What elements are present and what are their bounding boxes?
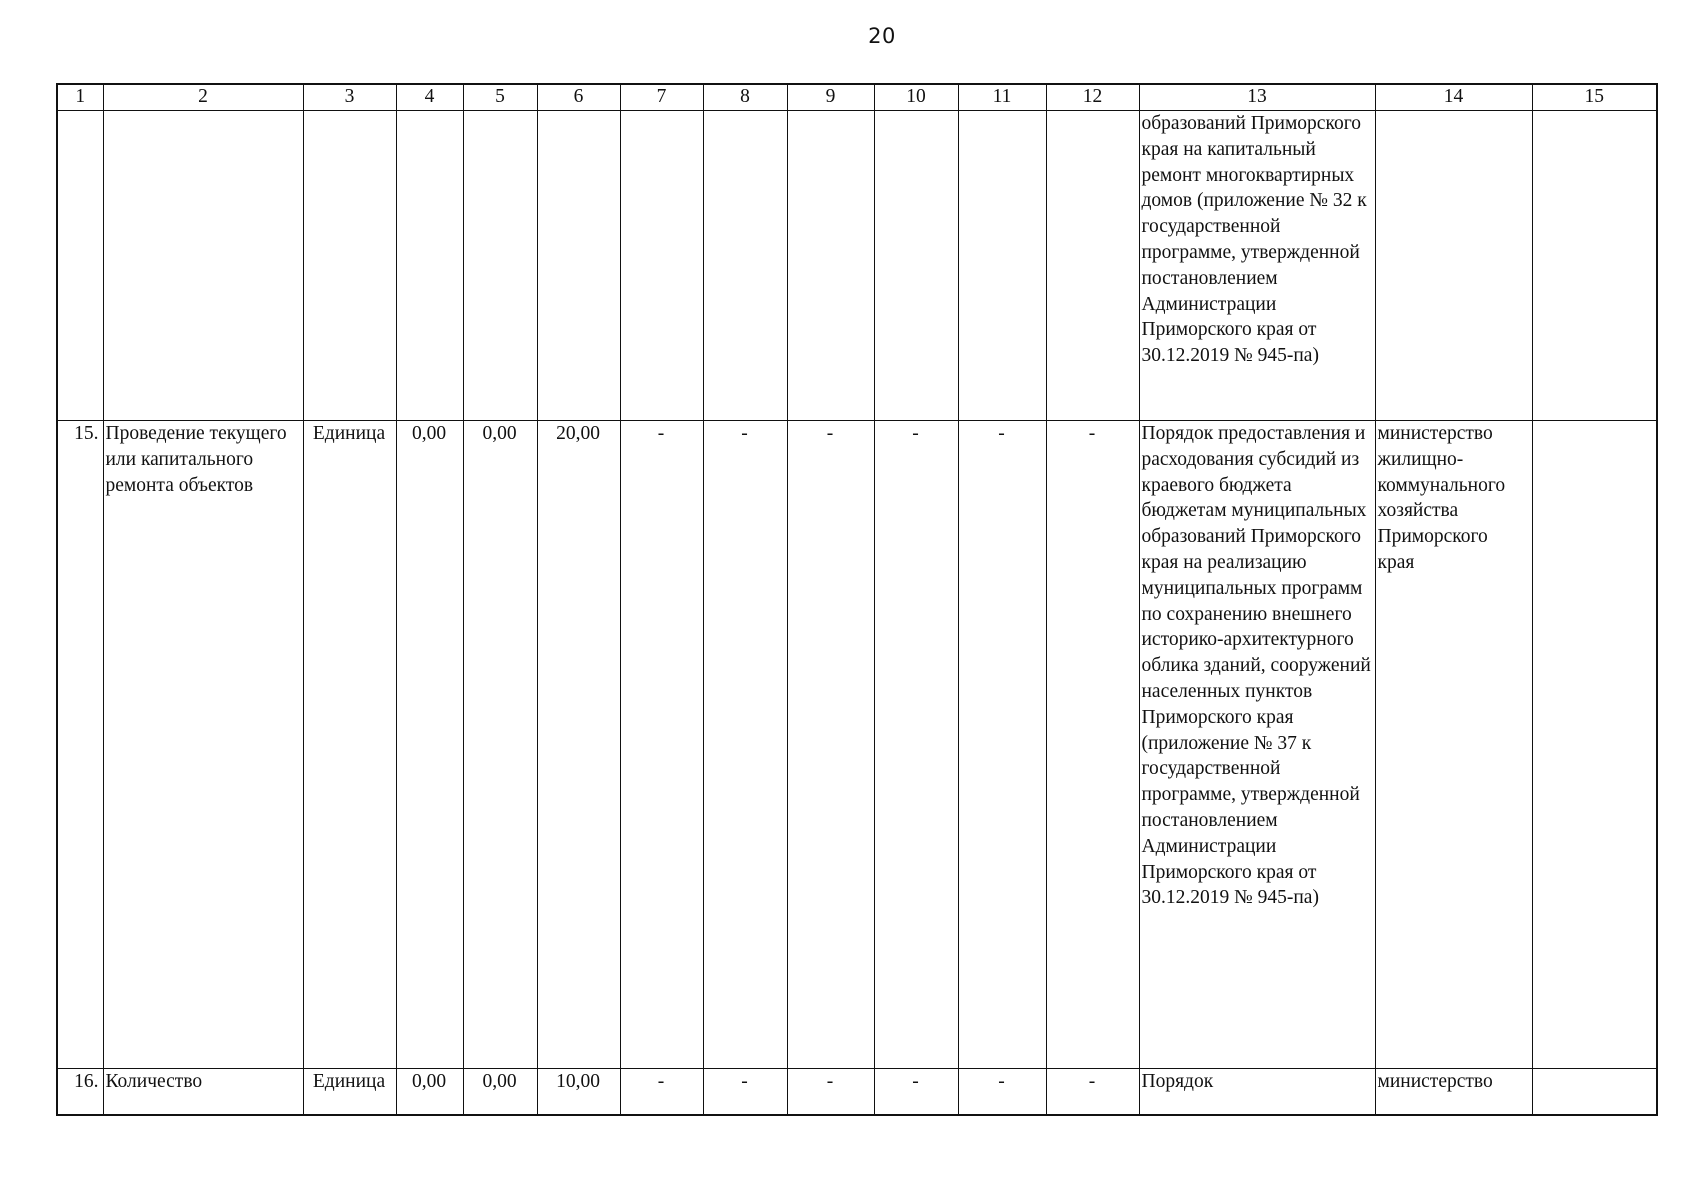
header-row <box>57 84 1657 111</box>
header-cell-3: 3 <box>303 84 396 111</box>
cell-empty <box>463 111 537 421</box>
header-cell-10: 10 <box>874 84 958 111</box>
indicators-table <box>56 83 1658 1116</box>
cell-value-11: - <box>958 421 1046 1069</box>
table-row <box>57 1069 1657 1116</box>
cell-value-6: 20,00 <box>537 421 620 1069</box>
cell-value-10: - <box>874 421 958 1069</box>
header-cell-2: 2 <box>103 84 303 111</box>
header-cell-15: 15 <box>1532 84 1657 111</box>
header-cell-14: 14 <box>1375 84 1532 111</box>
header-cell-8: 8 <box>703 84 787 111</box>
cell-empty <box>303 111 396 421</box>
cell-value-11: - <box>958 1069 1046 1116</box>
header-cell-6: 6 <box>537 84 620 111</box>
cell-value-12: - <box>1046 1069 1139 1116</box>
cell-value-6: 10,00 <box>537 1069 620 1116</box>
cell-indicator-name: Проведение текущего или капитального ремонта объектов <box>103 421 303 1069</box>
table-row-continuation <box>57 111 1657 421</box>
cell-value-8: - <box>703 1069 787 1116</box>
cell-empty <box>703 111 787 421</box>
cell-value-4: 0,00 <box>396 1069 463 1116</box>
cell-value-7: - <box>620 421 703 1069</box>
cell-row-number: 16. <box>57 1069 103 1116</box>
cell-responsible: министерство <box>1375 1069 1532 1116</box>
cell-value-12: - <box>1046 421 1139 1069</box>
cell-empty <box>57 111 103 421</box>
header-cell-7: 7 <box>620 84 703 111</box>
cell-legal-basis: Порядок предоставления и расходования субсидий из краевого бюджета бюджетам муниципальных образований Приморского края на реализацию муниципальных программ по сохранению внешнего историко-архитектурного облика зданий, сооружений населенных пунктов Приморского края (приложение № 37 к государственной программе, утвержденной постановлением Администрации Приморского края от 30.12.2019 № 945-па) <box>1139 421 1375 1069</box>
cell-unit: Единица <box>303 1069 396 1116</box>
cell-empty <box>620 111 703 421</box>
cell-responsible: министерство жилищно-коммунального хозяйства Приморского края <box>1375 421 1532 1069</box>
cell-value-9: - <box>787 421 874 1069</box>
cell-value-7: - <box>620 1069 703 1116</box>
header-cell-9: 9 <box>787 84 874 111</box>
cell-empty <box>874 111 958 421</box>
page-number: 20 <box>868 24 896 48</box>
cell-value-5: 0,00 <box>463 421 537 1069</box>
header-cell-12: 12 <box>1046 84 1139 111</box>
header-cell-4: 4 <box>396 84 463 111</box>
cell-legal-basis: Порядок <box>1139 1069 1375 1116</box>
header-cell-13: 13 <box>1139 84 1375 111</box>
cell-empty <box>958 111 1046 421</box>
cell-empty <box>396 111 463 421</box>
cell-empty <box>1375 111 1532 421</box>
cell-empty <box>1532 111 1657 421</box>
cell-empty <box>537 111 620 421</box>
cell-empty <box>787 111 874 421</box>
cell-value-4: 0,00 <box>396 421 463 1069</box>
header-cell-1: 1 <box>57 84 103 111</box>
cell-legal-basis: образований Приморского края на капитальный ремонт многоквартирных домов (приложение № 32 к государственной программе, утвержденной постановлением Администрации Приморского края от 30.12.2019 № 945-па) <box>1139 111 1375 421</box>
cell-value-8: - <box>703 421 787 1069</box>
cell-empty <box>1532 1069 1657 1116</box>
cell-empty <box>103 111 303 421</box>
table-row <box>57 421 1657 1069</box>
cell-value-5: 0,00 <box>463 1069 537 1116</box>
cell-indicator-name: Количество <box>103 1069 303 1116</box>
cell-value-9: - <box>787 1069 874 1116</box>
cell-unit: Единица <box>303 421 396 1069</box>
cell-row-number: 15. <box>57 421 103 1069</box>
cell-value-10: - <box>874 1069 958 1116</box>
cell-empty <box>1532 421 1657 1069</box>
header-cell-5: 5 <box>463 84 537 111</box>
cell-empty <box>1046 111 1139 421</box>
header-cell-11: 11 <box>958 84 1046 111</box>
